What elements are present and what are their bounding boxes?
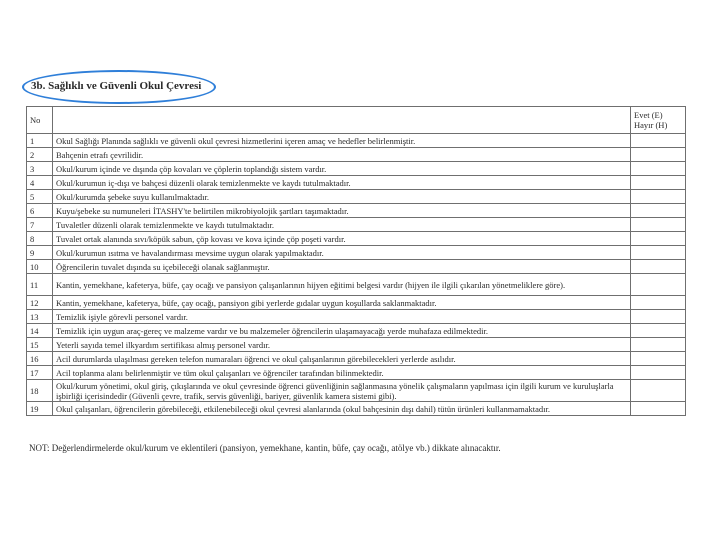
row-number: 7 (27, 218, 53, 232)
row-number: 8 (27, 232, 53, 246)
row-answer-cell[interactable] (631, 324, 686, 338)
row-criterion: Kantin, yemekhane, kafeterya, büfe, çay ocağı ve pansiyon çalışanlarının hijyen eğitimi belgesi vardır (hijyen ile ilgili çıkarılan yönetmeliklere göre). (53, 274, 631, 296)
row-answer-cell[interactable] (631, 296, 686, 310)
table-row (27, 218, 686, 232)
section-title: 3b. Sağlıklı ve Güvenli Okul Çevresi (31, 80, 202, 92)
footnote: NOT: Değerlendirmelerde okul/kurum ve eklentileri (pansiyon, yemekhane, kantin, büfe, çay ocağı, atölye vb.) dikkate alınacaktır. (29, 443, 501, 453)
row-answer-cell[interactable] (631, 134, 686, 148)
row-number: 16 (27, 352, 53, 366)
row-number: 19 (27, 402, 53, 416)
row-number: 2 (27, 148, 53, 162)
header-answer-no: Hayır (H) (634, 120, 668, 130)
table-row (27, 162, 686, 176)
row-number: 12 (27, 296, 53, 310)
row-answer-cell[interactable] (631, 274, 686, 296)
row-criterion: Tuvaletler düzenli olarak temizlenmekte ve kaydı tutulmaktadır. (53, 218, 631, 232)
row-criterion: Bahçenin etrafı çevrilidir. (53, 148, 631, 162)
table-row (27, 352, 686, 366)
row-number: 15 (27, 338, 53, 352)
row-criterion: Okul/kurum yönetimi, okul giriş, çıkışlarında ve okul çevresinde öğrenci güvenliğinin sağlanmasına yönelik çalışmaların yapılması için ilgili kurum ve kuruluşlarla işbirliği içerisindedir (Güvenli çevre, trafik, servis güvenliği, bariyer, güvenlik kamera sistemi gibi). (53, 380, 631, 402)
row-answer-cell[interactable] (631, 310, 686, 324)
row-answer-cell[interactable] (631, 366, 686, 380)
table-header-row (27, 107, 686, 134)
row-criterion: Okul/kurum içinde ve dışında çöp kovaları ve çöplerin toplandığı sistem vardır. (53, 162, 631, 176)
table-row (27, 246, 686, 260)
row-criterion: Öğrencilerin tuvalet dışında su içebileceği olanak sağlanmıştır. (53, 260, 631, 274)
header-no: No (27, 107, 53, 134)
row-answer-cell[interactable] (631, 246, 686, 260)
row-answer-cell[interactable] (631, 190, 686, 204)
row-number: 5 (27, 190, 53, 204)
row-criterion: Kuyu/şebeke su numuneleri İTASHY'te belirtilen mikrobiyolojik şartları taşımaktadır. (53, 204, 631, 218)
row-number: 1 (27, 134, 53, 148)
row-criterion: Okul/kurumda şebeke suyu kullanılmaktadır. (53, 190, 631, 204)
row-answer-cell[interactable] (631, 148, 686, 162)
row-number: 13 (27, 310, 53, 324)
row-criterion: Okul/kurumun iç-dışı ve bahçesi düzenli olarak temizlenmekte ve kaydı tutulmaktadır. (53, 176, 631, 190)
table-row (27, 176, 686, 190)
row-number: 3 (27, 162, 53, 176)
table-row (27, 204, 686, 218)
row-criterion: Acil durumlarda ulaşılması gereken telefon numaraları öğrenci ve okul çalışanlarının görebilecekleri yerlerde asılıdır. (53, 352, 631, 366)
row-answer-cell[interactable] (631, 352, 686, 366)
table-row (27, 190, 686, 204)
row-number: 14 (27, 324, 53, 338)
row-number: 10 (27, 260, 53, 274)
row-answer-cell[interactable] (631, 176, 686, 190)
table-row (27, 134, 686, 148)
header-answer (631, 107, 686, 134)
row-answer-cell[interactable] (631, 402, 686, 416)
table-row (27, 324, 686, 338)
row-number: 4 (27, 176, 53, 190)
table-row (27, 366, 686, 380)
row-criterion: Temizlik için uygun araç-gereç ve malzeme vardır ve bu malzemeler öğrencilerin ulaşamayacağı yerde muhafaza edilmektedir. (53, 324, 631, 338)
row-number: 9 (27, 246, 53, 260)
row-number: 6 (27, 204, 53, 218)
table-row (27, 338, 686, 352)
table-row (27, 232, 686, 246)
table-row (27, 296, 686, 310)
table-row (27, 274, 686, 296)
row-criterion: Acil toplanma alanı belirlenmiştir ve tüm okul çalışanları ve öğrenciler tarafından bilinmektedir. (53, 366, 631, 380)
checklist-table (26, 106, 686, 416)
table-row (27, 310, 686, 324)
row-number: 11 (27, 274, 53, 296)
header-criteria (53, 107, 631, 134)
row-answer-cell[interactable] (631, 232, 686, 246)
checklist-body (27, 107, 686, 416)
row-answer-cell[interactable] (631, 338, 686, 352)
row-number: 18 (27, 380, 53, 402)
table-row (27, 402, 686, 416)
table-row (27, 260, 686, 274)
table-row (27, 380, 686, 402)
row-criterion: Kantin, yemekhane, kafeterya, büfe, çay ocağı, pansiyon gibi yerlerde gıdalar uygun koşullarda saklanmaktadır. (53, 296, 631, 310)
header-answer-yes: Evet (E) (634, 110, 663, 120)
row-answer-cell[interactable] (631, 218, 686, 232)
row-answer-cell[interactable] (631, 380, 686, 402)
row-criterion: Okul/kurumun ısıtma ve havalandırması mevsime uygun olarak yapılmaktadır. (53, 246, 631, 260)
row-criterion: Tuvalet ortak alanında sıvı/köpük sabun, çöp kovası ve kova içinde çöp poşeti vardır. (53, 232, 631, 246)
table-row (27, 148, 686, 162)
row-criterion: Yeterli sayıda temel ilkyardım sertifikası almış personel vardır. (53, 338, 631, 352)
row-answer-cell[interactable] (631, 260, 686, 274)
row-answer-cell[interactable] (631, 204, 686, 218)
row-criterion: Okul çalışanları, öğrencilerin görebileceği, etkilenebileceği okul çevresi alanlarında (okul bahçesinin dışı dahil) tütün ürünleri kullanmamaktadır. (53, 402, 631, 416)
row-number: 17 (27, 366, 53, 380)
row-criterion: Okul Sağlığı Planında sağlıklı ve güvenli okul çevresi hizmetlerini içeren amaç ve hedefler belirlenmiştir. (53, 134, 631, 148)
row-criterion: Temizlik işiyle görevli personel vardır. (53, 310, 631, 324)
row-answer-cell[interactable] (631, 162, 686, 176)
